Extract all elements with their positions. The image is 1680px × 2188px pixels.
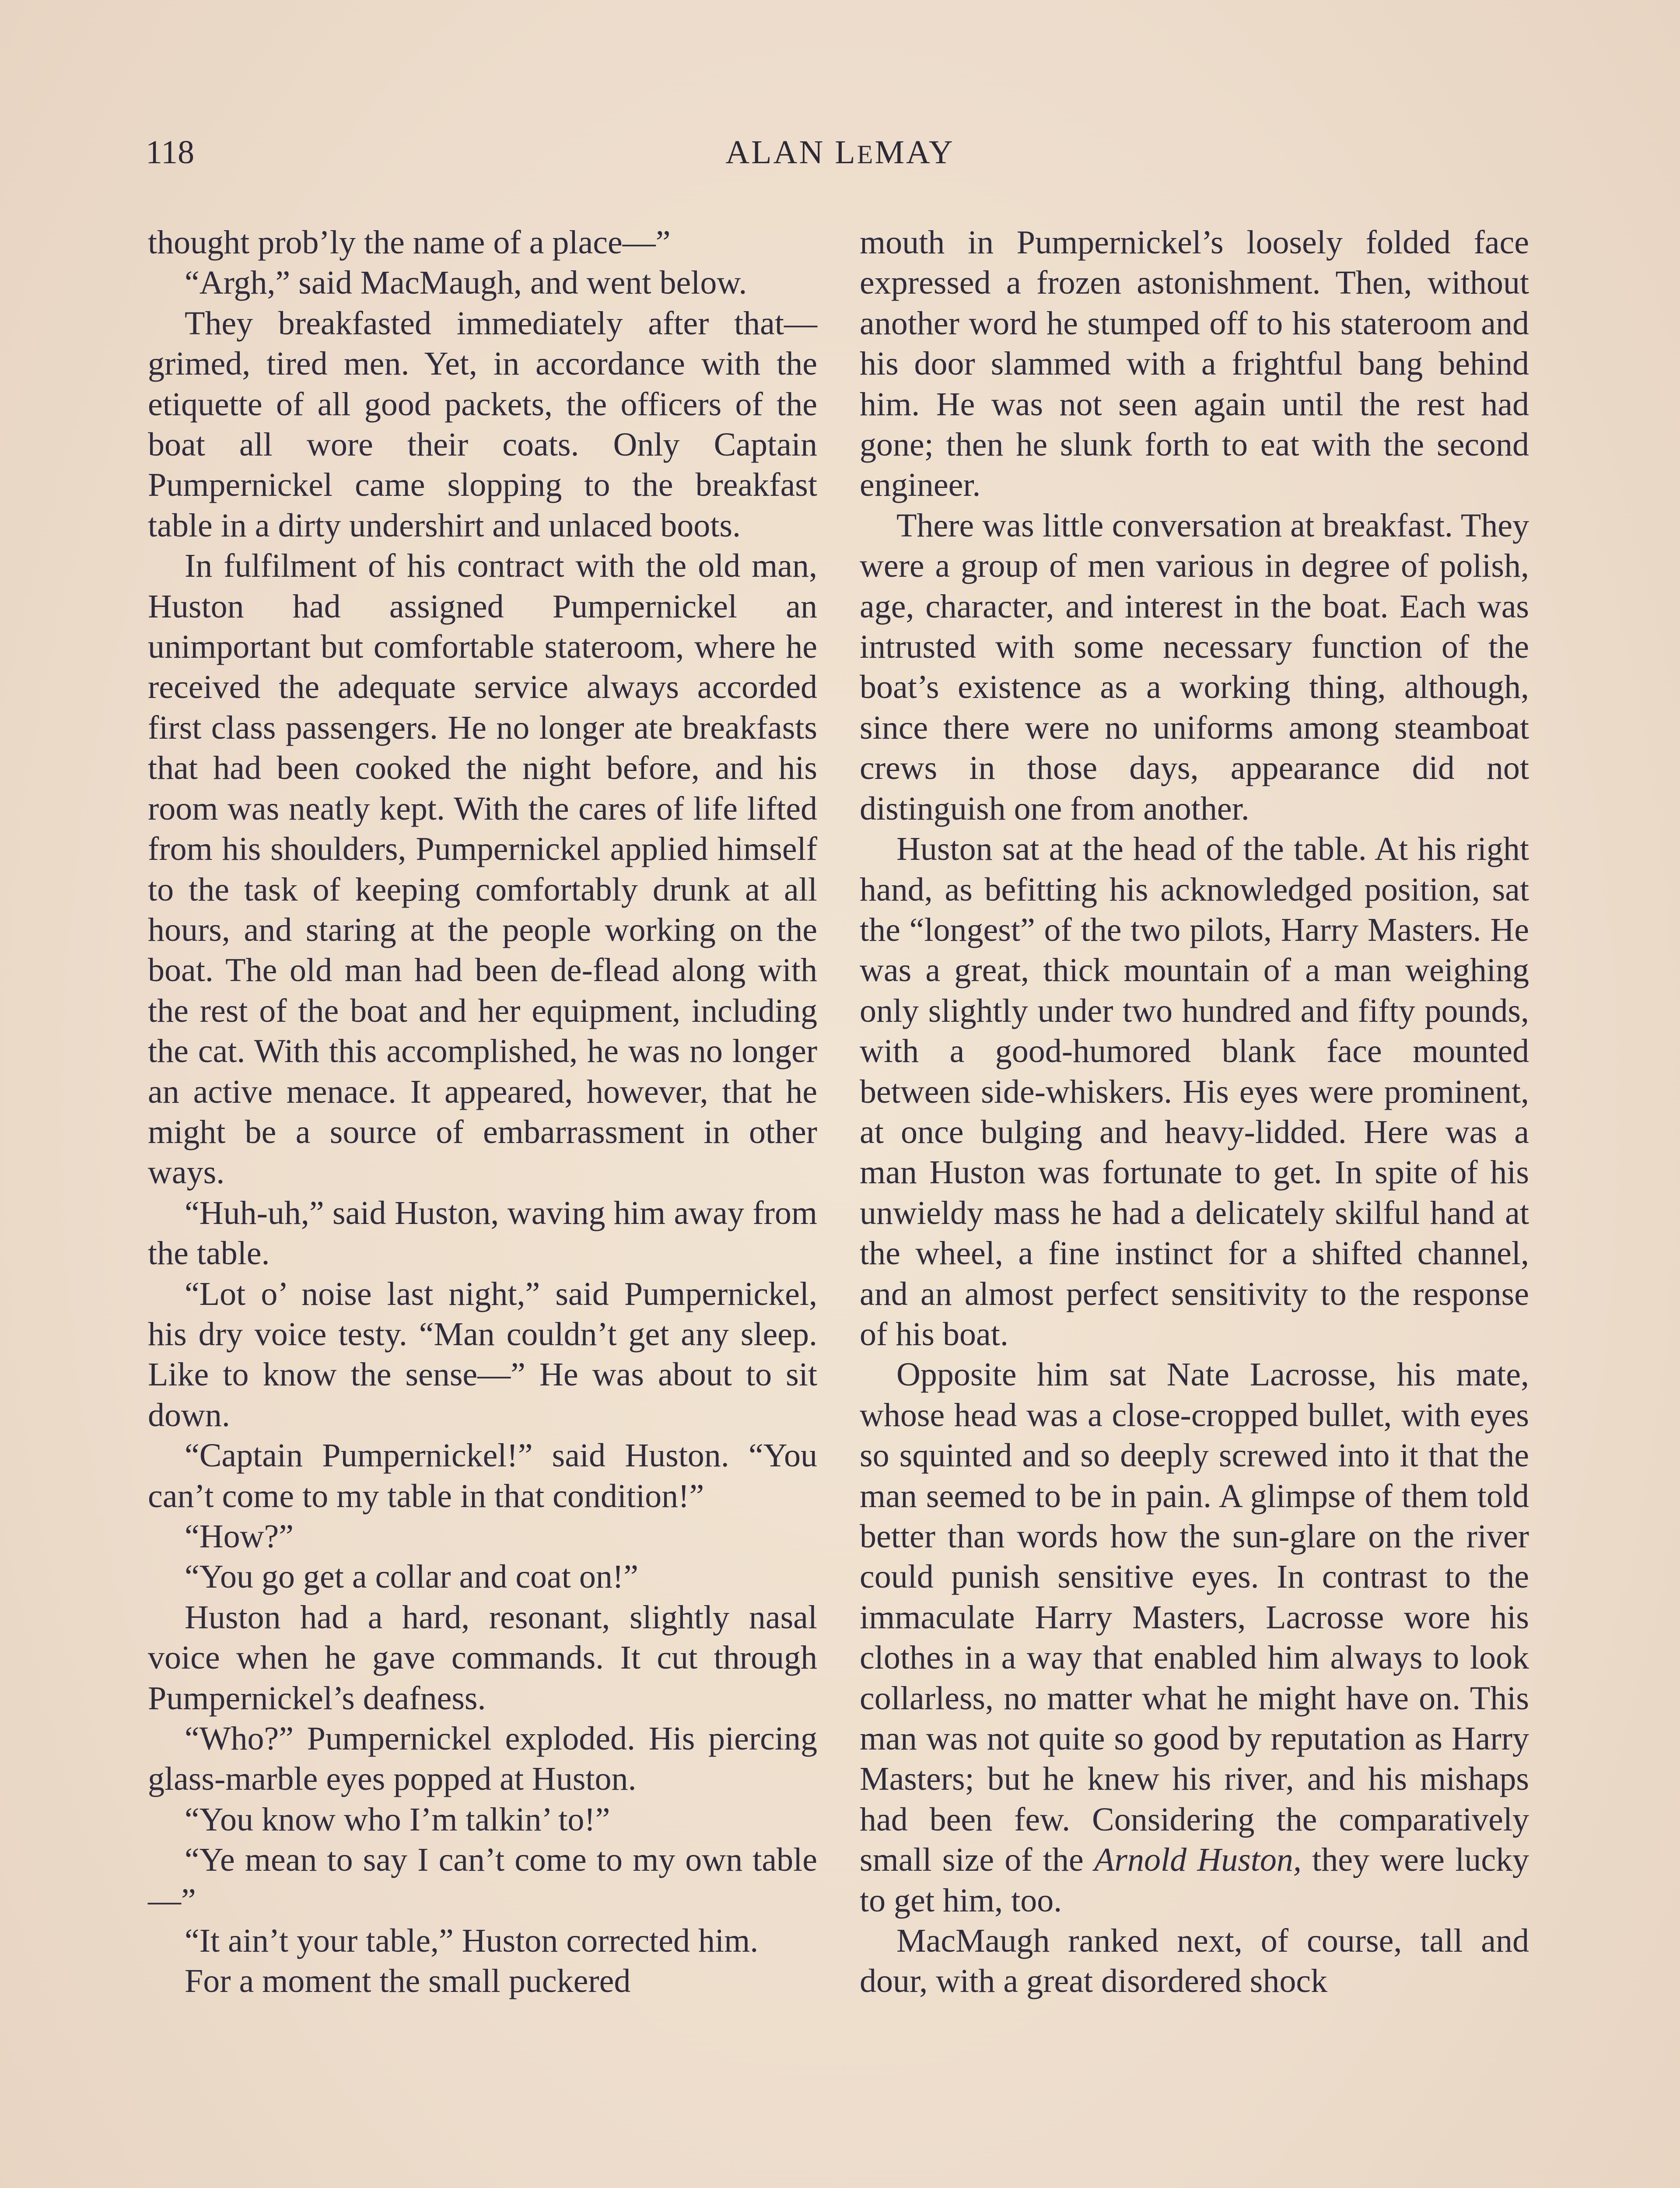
running-header	[604, 133, 1076, 172]
paragraph: For a moment the small puckered	[185, 1963, 631, 2000]
paragraph: “Huh-uh,” said Huston, waving him away from the table.	[148, 1194, 817, 1272]
paragraph: “You go get a collar and coat on!”	[185, 1558, 638, 1595]
paragraph: mouth in Pumpernickel’s loosely folded face expressed a frozen astonishment. Then, without another word he stumped off to his stateroom and his door slammed with a frightful bang behind him. He was not seen again until the rest had gone; then he slunk forth to eat with the second engineer.	[860, 224, 1529, 504]
paragraph: “It ain’t your table,” Huston corrected him.	[185, 1922, 759, 1960]
author-last: MAY	[875, 134, 955, 171]
paragraph: “You know who I’m talkin’ to!”	[185, 1801, 610, 1838]
paragraph-text: they were lucky to get him, too.	[860, 1841, 1529, 1919]
left-column	[148, 222, 817, 2002]
paragraph: “Lot o’ noise last night,” said Pumpernickel, his dry voice testy. “Man couldn’t get any sleep. Like to know the sense—” He was about to sit down.	[148, 1275, 817, 1434]
paragraph: Huston sat at the head of the table. At his right hand, as befitting his acknowledged position, sat the “longest” of the two pilots, Harry Masters. He was a great, thick mountain of a man weighing only slightly under two hundred and fifty pounds, with a good-humored blank face mounted between side-whiskers. His eyes were prominent, at once bulging and heavy-lidded. Here was a man Huston was fortunate to get. In spite of his unwieldy mass he had a delicately skilful hand at the wheel, a fine instinct for a shifted channel, and an almost perfect sensitivity to the response of his boat.	[860, 831, 1529, 1353]
paragraph: They breakfasted immediately after that—grimed, tired men. Yet, in accordance with the etiquette of all good packets, the officers of the boat all wore their coats. Only Captain Pumpernickel came slopping to the breakfast table in a dirty undershirt and unlaced boots.	[148, 305, 817, 544]
paragraph: “Ye mean to say I can’t come to my own table—”	[148, 1841, 817, 1919]
paragraph: Huston had a hard, resonant, slightly nasal voice when he gave commands. It cut through Pumpernickel’s deafness.	[148, 1599, 817, 1717]
paragraph: There was little conversation at breakfast. They were a group of men various in degree of polish, age, character, and interest in the boat. Each was intrusted with some necessary function of the boat’s existence as a working thing, although, since there were no uniforms among steamboat crews in those days, appearance did not distinguish one from another.	[860, 507, 1529, 827]
boat-name: Arnold Huston,	[1094, 1841, 1302, 1879]
right-column	[860, 222, 1529, 2002]
paragraph: MacMaugh ranked next, of course, tall and dour, with a great disordered shock	[860, 1922, 1529, 2000]
page-number: 118	[146, 134, 195, 171]
paragraph: “Who?” Pumpernickel exploded. His piercing glass-marble eyes popped at Huston.	[148, 1720, 817, 1798]
author-small: E	[857, 140, 875, 169]
paragraph: thought prob’ly the name of a place—”	[148, 224, 671, 261]
paragraph: “Captain Pumpernickel!” said Huston. “You can’t come to my table in that condition!”	[148, 1437, 817, 1515]
paragraph-text: Opposite him sat Nate Lacrosse, his mate, whose head was a close-cropped bullet, with eyes so squinted and so deeply screwed into it that the man seemed to be in pain. A glimpse of them told better than words how the sun-glare on the river could punish sensitive eyes. In contrast to the immaculate Harry Masters, Lacrosse wore his clothes in a way that enabled him always to look collarless, no matter what he might have on. This man was not quite so good by reputation as Harry Masters; but he knew his river, and his mishaps had been few. Considering the comparatively small size of the	[860, 1356, 1529, 1879]
paragraph: In fulfilment of his contract with the old man, Huston had assigned Pumpernickel an unimportant but comfortable stateroom, where he received the adequate service always accorded first class passengers. He no longer ate breakfasts that had been cooked the night before, and his room was neatly kept. With the cares of life lifted from his shoulders, Pumpernickel applied himself to the task of keeping comfortably drunk at all hours, and staring at the people working on the boat. The old man had been de-flead along with the rest of the boat and her equipment, including the cat. With this accomplished, he was no longer an active menace. It appeared, however, that he might be a source of embarrassment in other ways.	[148, 547, 817, 1191]
paragraph: “Argh,” said MacMaugh, and went below.	[185, 264, 747, 302]
paragraph	[860, 1354, 1529, 1921]
author-first: ALAN L	[725, 134, 857, 171]
paragraph: “How?”	[185, 1518, 294, 1555]
